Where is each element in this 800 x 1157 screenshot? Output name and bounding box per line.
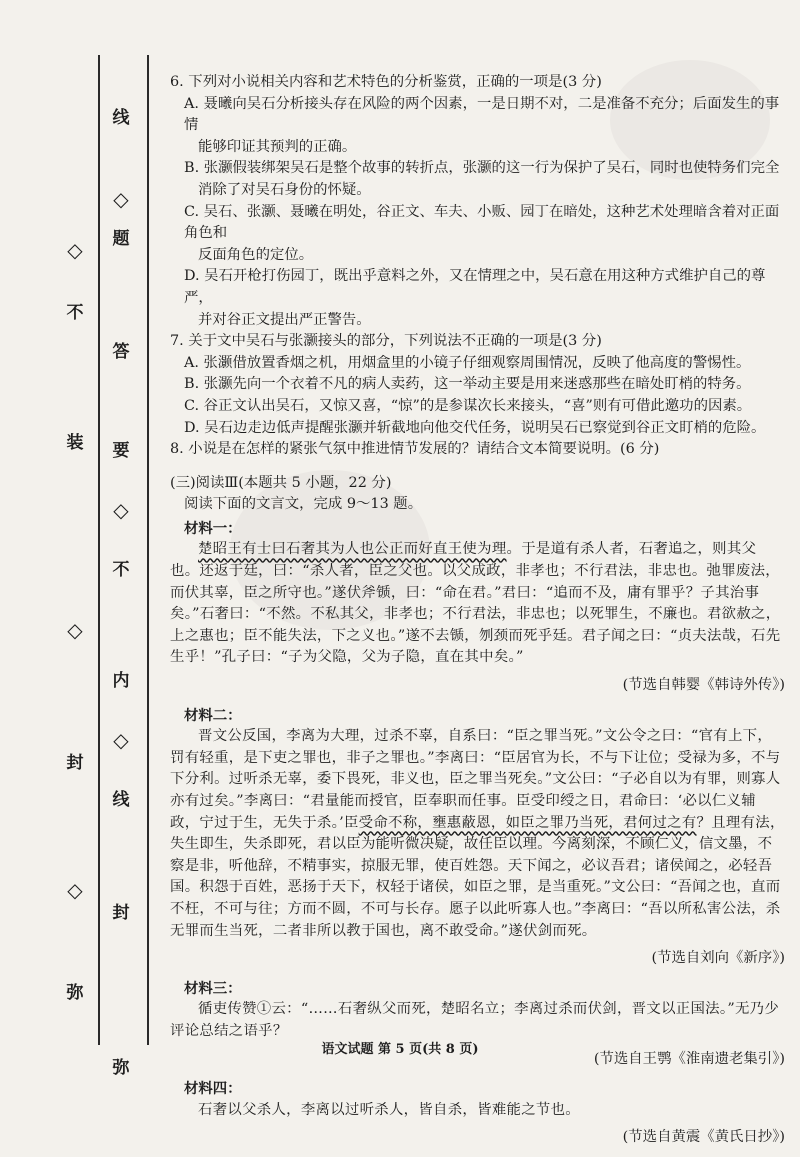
material-3-label: 材料三： (184, 979, 242, 997)
option-c: C. 吴石、张灏、聂曦在明处，谷正文、车夫、小贩、园丁在暗处，这种艺术处理暗含着对正面角色和 (184, 203, 780, 242)
material-3-text: 循吏传赞①云：“……石奢纵父而死，楚昭名立；李离过杀而伏剑，晋文以正国法。”无乃少评论总结之语乎？ (170, 1001, 780, 1039)
diamond-icon: ◇ (113, 728, 129, 752)
option-c-cont: 反面角色的定位。 (198, 246, 314, 263)
binding-char: 内 (112, 671, 130, 691)
question-stem: 6. 下列对小说相关内容和艺术特色的分析鉴赏，正确的一项是(3 分) (170, 74, 602, 90)
question-stem: 8. 小说是在怎样的紧张气氛中推进情节发展的？请结合文本简要说明。(6 分) (170, 441, 660, 458)
option-a: A. 张灏借放置香烟之机，用烟盒里的小镜子仔细观察周围情况，反映了他高度的警惕性。 (184, 354, 751, 371)
binding-line (147, 55, 149, 1045)
option-a-cont: 能够印证其预判的正确。 (198, 138, 357, 155)
diamond-icon: ◇ (113, 498, 129, 522)
binding-char: 封 (112, 903, 130, 923)
binding-char: 不 (66, 303, 84, 323)
material-4-source: (节选自黄震《黄氏日抄》) (622, 1129, 785, 1146)
question-stem: 7. 关于文中吴石与张灏接头的部分，下列说法不正确的一项是(3 分) (170, 333, 602, 350)
section-header: (三)阅读Ⅲ(本题共 5 小题，22 分) (170, 474, 392, 491)
binding-inner-column (106, 110, 136, 1077)
material-1-text (170, 539, 785, 669)
material-text: 晋文公反国，李离为大理，过杀不辜，自系曰：“臣之罪当死。”文公令之曰：“官有上下，罚有轻重，是下吏之罪也，非子之罪也。”李离曰：“臣居官为长，不与下让位；受禄为多，不与下分利。过听杀无辜，委下畏死，非义也，臣之罪当死矣。”文公曰：“子必自以为有罪，则寡人亦有过矣。”李离曰：“君量能而授官，臣奉职而任事。臣受印绶之日，君命曰：‘必以仁义辅政，宁过于生，无失于杀。’臣 (170, 728, 781, 831)
material-text: ？且理有法，失生即生，失杀即死，君以臣为能听微决疑，故任臣以理。今离刻深，不顾仁义，信文墨，不察是非，听他辞，不精事实，掠服无罪，使百姓怨。天下闻之，必议吾君；诸侯闻之，必轻吾国。积怨于百姓，恶扬于天下，权轻于诸侯，如臣之罪，是当重死。”文公曰：“吾闻之也，直而不枉，不可与往；方而不圆，不可与长存。愿子以此听寡人也。”李离曰：“吾以所私害公法，杀无罪而生当死，二者非所以教于国也，离不敢受命。”遂伏剑而死。 (170, 814, 785, 939)
material-2-text (170, 726, 785, 942)
option-b: B. 张灏先向一个衣着不凡的病人卖药，这一举动主要是用来迷惑那些在暗处盯梢的特务。 (184, 376, 751, 393)
question-7 (170, 331, 785, 439)
binding-char: 线 (112, 108, 130, 128)
material-1-source: (节选自韩婴《韩诗外传》) (622, 677, 785, 694)
binding-char: 要 (112, 441, 130, 461)
binding-char: 不 (112, 560, 130, 580)
option-b-cont: 消除了对吴石身份的怀疑。 (198, 181, 371, 198)
material-4-text: 石奢以父杀人，李离以过听杀人，皆自杀，皆难能之节也。 (198, 1101, 580, 1118)
option-d: D. 吴石开枪打伤园丁，既出乎意料之外，又在情理之中，吴石意在用这种方式维护自己的尊严， (184, 268, 766, 306)
binding-char: 弥 (112, 1058, 130, 1078)
material-2-label: 材料二： (184, 706, 242, 724)
material-text: 。于是道有杀人者，石奢追之，则其父也。还返于廷，曰：“杀人者，臣之父也。以父成政，非孝也；不行君法，非忠也。弛罪废法，而伏其辜，臣之所守也。”遂伏斧锧，曰：“命在君。”君曰：“追而不及，庸有罪乎？子其治事矣。”石奢曰：“不然。不私其父，非孝也；不行君法，非忠也；以死罪生，不廉也。君欲赦之，上之惠也；臣不能失法，下之义也。”遂不去锧，刎颈而死乎廷。君子闻之曰：“贞夫法哉，石先生乎！”孔子曰：“子为父隐，父为子隐，直在其中矣。” (170, 541, 781, 666)
option-a: A. 聂曦向吴石分析接头存在风险的两个因素，一是日期不对，二是准备不充分；后面发生的事情 (184, 95, 780, 134)
diamond-icon: ◇ (113, 187, 129, 211)
binding-outer-column: 装 (66, 433, 84, 453)
material-3-source: (节选自王鹗《淮南遗老集引》) (593, 1050, 785, 1067)
material-2-source: (节选自刘向《新序》) (651, 950, 785, 967)
material-1-label: 材料一： (184, 519, 242, 537)
question-8 (170, 439, 785, 461)
exam-content (170, 72, 785, 1157)
binding-outer-column (60, 985, 90, 1002)
binding-char: 弥 (66, 983, 84, 1003)
binding-strip (0, 0, 150, 1092)
binding-outer-column (60, 880, 90, 900)
option-b: B. 张灏假装绑架吴石是整个故事的转折点，张灏的这一行为保护了吴石，同时也使特务们完全 (184, 160, 780, 177)
binding-line (98, 55, 100, 1045)
option-c: C. 谷正文认出吴石，又惊又喜，“惊”的是参谋次长来接头，“喜”则有可借此邀功的因素。 (184, 397, 752, 414)
binding-char: 题 (112, 229, 130, 249)
option-d: D. 吴石边走边低声提醒张灏并斩截地向他交代任务，说明吴石已察觉到谷正文盯梢的危险。 (184, 419, 766, 436)
binding-char: 线 (112, 790, 130, 810)
underlined-sentence: 楚昭王有士曰石奢其为人也公正而好直王使为理 (198, 541, 507, 558)
binding-outer-column (60, 620, 90, 640)
diamond-icon: ◇ (67, 238, 83, 262)
binding-outer-column (60, 755, 90, 772)
question-6 (170, 72, 785, 331)
binding-outer-column (60, 240, 90, 260)
diamond-icon: ◇ (67, 878, 83, 902)
binding-char: 答 (112, 342, 130, 362)
section-instruction: 阅读下面的文言文，完成 9～13 题。 (184, 496, 423, 513)
binding-char: 封 (66, 753, 84, 773)
binding-outer-column (60, 305, 90, 339)
diamond-icon: ◇ (67, 618, 83, 642)
page-footer: 语文试题 第 5 页(共 8 页) (321, 1042, 479, 1057)
material-4-label: 材料四： (184, 1080, 242, 1098)
underlined-sentence: 受命不称，壅惠蔽恩，如臣之罪乃当死，君何过之有 (358, 814, 697, 831)
option-d-cont: 并对谷正文提出严正警告。 (198, 311, 371, 328)
